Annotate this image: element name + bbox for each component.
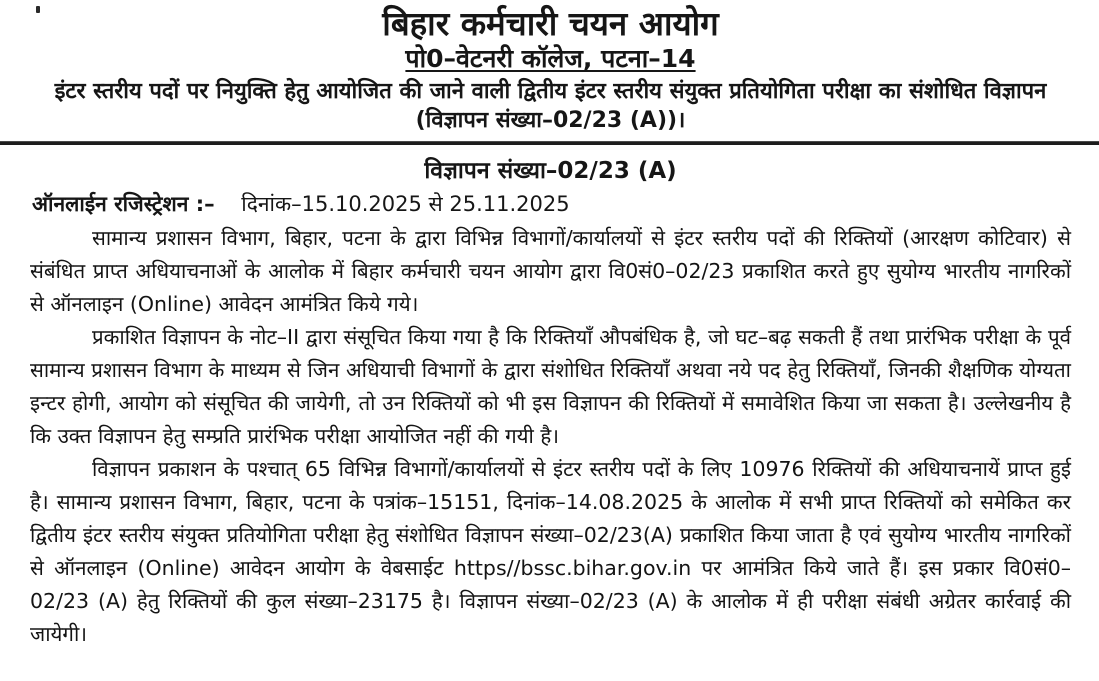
paragraph-note-provisional: प्रकाशित विज्ञापन के नोट–II द्वारा संसूचित किया गया है कि रिक्तियाँ औपबंधिक है, जो घट–बढ़ सकती हैं तथा प्रारंभिक परीक्षा के पूर्व सामान्य प्रशासन विभाग के माध्यम से जिन अधियाची विभागों के द्वारा संशोधित रिक्तियाँ अथवा नये पद हेतु रिक्तियाँ, जिनकी शैक्षणिक योग्यता इन्टर होगी, आयोग को संसूचित की जायेगी, तो उन रिक्तियों को भी इस विज्ञापन की रिक्तियों में समावेशित किया जा सकता है। उल्लेखनीय है कि उक्त विज्ञापन हेतु सम्प्रति प्रारंभिक परीक्षा आयोजित नहीं की गयी है। bbox=[30, 324, 1071, 448]
document-header bbox=[30, 4, 1071, 135]
paragraph-revised-advert: विज्ञापन प्रकाशन के पश्चात् 65 विभिन्न विभागों/कार्यालयों से इंटर स्तरीय पदों के लिए 10976 रिक्तियों की अधियाचनायें प्राप्त हुई है। सामान्य प्रशासन विभाग, बिहार, पटना के पत्रांक–15151, दिनांक–14.08.2025 के आलोक में सभी प्राप्त रिक्तियों को समेकित कर द्वितीय इंटर स्तरीय संयुक्त प्रतियोगिता परीक्षा हेतु संशोधित विज्ञापन संख्या–02/23(A) प्रकाशित किया जाता है एवं सुयोग्य भारतीय नागरिकों से ऑनलाइन (Online) आवेदन आयोग के वेबसाईट https//bssc.bihar.gov.in पर आमंत्रित किये जाते हैं। इस प्रकार वि0सं0–02/23 (A) हेतु रिक्तियों की कुल संख्या–23175 है। विज्ञापन संख्या–02/23 (A) के आलोक में ही परीक्षा संबंधी अग्रेतर कार्रवाई की जायेगी। bbox=[30, 456, 1071, 646]
org-address: पो0–वेटनरी कॉलेज, पटना–14 bbox=[405, 44, 696, 74]
org-name: बिहार कर्मचारी चयन आयोग bbox=[382, 4, 719, 43]
advert-number-heading: विज्ञापन संख्या–02/23 (A) bbox=[424, 158, 677, 185]
registration-label: ऑनलाईन रजिस्ट्रेशन :– bbox=[32, 192, 215, 217]
registration-line bbox=[32, 190, 1071, 218]
notice-headline: इंटर स्तरीय पदों पर नियुक्ति हेतु आयोजित की जाने वाली द्वितीय इंटर स्तरीय संयुक्त प्रतियोगिता परीक्षा का संशोधित विज्ञापन (विज्ञापन संख्या–02/23 (A))। bbox=[54, 79, 1047, 134]
paragraph-vacancy-requisition: सामान्य प्रशासन विभाग, बिहार, पटना के द्वारा विभिन्न विभागों/कार्यालयों से इंटर स्तरीय पदों की रिक्तियों (आरक्षण कोटिवार) से संबंधित प्राप्त अधियाचनाओं के आलोक में बिहार कर्मचारी चयन आयोग द्वारा वि0सं0–02/23 प्रकाशित करते हुए सुयोग्य भारतीय नागरिकों से ऑनलाइन (Online) आवेदन आमंत्रित किये गये। bbox=[30, 225, 1071, 316]
registration-dates: दिनांक–15.10.2025 से 25.11.2025 bbox=[241, 192, 570, 217]
scan-artifact bbox=[36, 6, 40, 13]
header-divider bbox=[0, 141, 1099, 145]
